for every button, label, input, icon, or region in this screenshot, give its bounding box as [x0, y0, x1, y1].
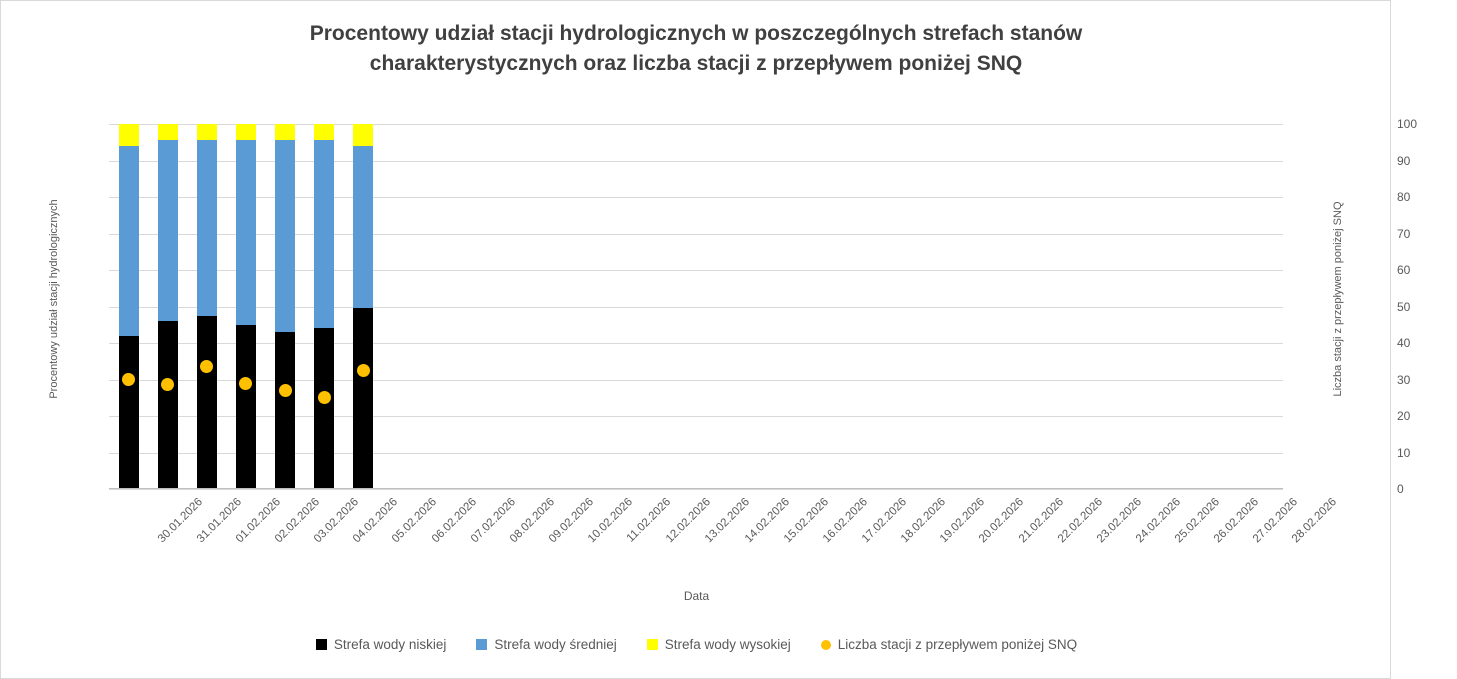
y-axis-right-title: Liczba stacji z przepływem poniżej SNQ — [1332, 201, 1344, 397]
bar-segment — [197, 316, 217, 489]
bar-segment — [275, 124, 295, 140]
y-axis-right-tick: 40 — [1397, 336, 1411, 350]
x-axis-tick-label: 25.02.2026 — [1172, 496, 1223, 546]
bar-stack — [236, 124, 256, 489]
y-axis-right-tick: 20 — [1397, 409, 1411, 423]
y-axis-right-tick: 60 — [1397, 263, 1411, 277]
x-axis-tick-label: 20.02.2026 — [977, 496, 1027, 546]
x-axis-tick-label: 11.02.2026 — [624, 496, 674, 545]
bar-stack — [353, 124, 373, 489]
bar-segment — [158, 124, 178, 140]
bar-segment — [314, 328, 334, 489]
bar-stack — [275, 124, 295, 489]
scatter-point — [318, 391, 331, 404]
legend-label: Strefa wody wysokiej — [664, 637, 791, 652]
scatter-point — [279, 384, 292, 397]
bar-segment — [314, 140, 334, 328]
x-axis-tick-label: 13.02.2026 — [703, 496, 753, 546]
x-axis-tick-label: 18.02.2026 — [898, 496, 949, 546]
x-axis-tick-label: 26.02.2026 — [1212, 496, 1262, 546]
x-axis-tick-label: 08.02.2026 — [507, 496, 557, 546]
legend-swatch-icon — [647, 639, 658, 650]
legend-label: Strefa wody niskiej — [333, 637, 447, 652]
y-axis-right-tick: 30 — [1397, 372, 1411, 387]
x-axis-tick-label: 24.02.2026 — [1133, 496, 1183, 546]
x-axis-tick-label: 01.02.2026 — [233, 496, 283, 546]
bar-segment — [275, 332, 295, 489]
legend-item[interactable] — [316, 637, 447, 652]
x-axis-tick-label: 22.02.2026 — [1055, 496, 1105, 546]
x-axis-tick-label: 17.02.2026 — [859, 496, 910, 546]
legend-label: Liczba stacji z przepływem poniżej SNQ — [837, 637, 1078, 652]
x-axis-tick-label: 23.02.2026 — [1094, 496, 1144, 546]
chart-title-line-1: Procentowy udział stacji hydrologicznych w poszczególnych strefach stanów — [309, 22, 1083, 45]
legend-label: Strefa wody średniej — [494, 637, 617, 652]
bar-segment — [353, 308, 373, 489]
y-axis-right-tick: 0 — [1397, 482, 1404, 496]
x-axis-tick-label: 12.02.2026 — [664, 496, 714, 546]
x-axis-tick-label: 05.02.2026 — [390, 496, 440, 546]
bar-segment — [197, 124, 217, 140]
chart-title — [91, 19, 1301, 79]
legend-swatch-icon — [476, 639, 487, 650]
legend-swatch-icon — [821, 640, 831, 650]
x-axis-title: Data — [683, 589, 710, 603]
bar-segment — [236, 325, 256, 489]
y-axis-left-title: Procentowy udział stacji hydrologicznych — [48, 199, 60, 399]
chart-legend — [1, 637, 1392, 652]
legend-item[interactable] — [476, 637, 616, 652]
legend-item[interactable] — [821, 637, 1077, 652]
bar-segment — [119, 146, 139, 336]
x-axis-tick-label: 16.02.2026 — [820, 496, 870, 546]
x-axis-tick-label: 04.02.2026 — [351, 496, 401, 546]
x-axis-tick-label: 14.02.2026 — [742, 496, 792, 546]
bar-segment — [353, 124, 373, 146]
x-axis-tick-label: 21.02.2026 — [1016, 496, 1066, 546]
bar-segment — [236, 124, 256, 140]
bar-segment — [158, 140, 178, 321]
bar-segment — [236, 140, 256, 324]
x-axis-tick-label: 03.02.2026 — [311, 496, 362, 546]
x-axis-tick-label: 10.02.2026 — [585, 496, 636, 546]
y-axis-right-tick: 100 — [1397, 117, 1418, 131]
bar-stack — [158, 124, 178, 489]
x-axis-tick-label: 02.02.2026 — [272, 496, 323, 546]
x-axis-tick-label: 27.02.2026 — [1251, 496, 1301, 546]
x-axis-tick-label: 28.02.2026 — [1290, 496, 1340, 546]
x-axis-tick-label: 06.02.2026 — [429, 496, 479, 546]
y-axis-right-tick: 10 — [1397, 445, 1411, 460]
x-axis-tick-label: 30.01.2026 — [155, 496, 205, 546]
bar-segment — [119, 336, 139, 489]
y-axis-right-tick: 80 — [1397, 190, 1411, 204]
bar-segment — [314, 124, 334, 140]
bar-stack — [314, 124, 334, 489]
x-axis-line — [109, 488, 1283, 489]
bar-stack — [119, 124, 139, 489]
scatter-point — [122, 373, 135, 386]
bar-segment — [119, 124, 139, 146]
scatter-point — [357, 364, 370, 377]
y-axis-right-tick: 50 — [1397, 299, 1411, 314]
x-axis-tick-label: 09.02.2026 — [546, 496, 596, 546]
y-axis-right-tick: 70 — [1397, 226, 1411, 241]
chart-title-line-2: charakterystycznych oraz liczba stacji z przepływem poniżej SNQ — [369, 52, 1023, 75]
x-axis-tick-label: 19.02.2026 — [938, 496, 988, 546]
x-axis-tick-label: 31.01.2026 — [194, 496, 244, 546]
y-axis-right-tick: 90 — [1397, 153, 1411, 168]
x-axis-tick-label: 15.02.2026 — [781, 496, 831, 546]
bar-segment — [275, 140, 295, 332]
bar-segment — [158, 321, 178, 489]
bar-segment — [353, 146, 373, 308]
gridline — [109, 489, 1283, 490]
legend-item[interactable] — [647, 637, 791, 652]
bar-segment — [197, 140, 217, 315]
x-axis-tick-label: 07.02.2026 — [468, 496, 518, 546]
legend-swatch-icon — [316, 639, 327, 650]
bar-stack — [197, 124, 217, 489]
